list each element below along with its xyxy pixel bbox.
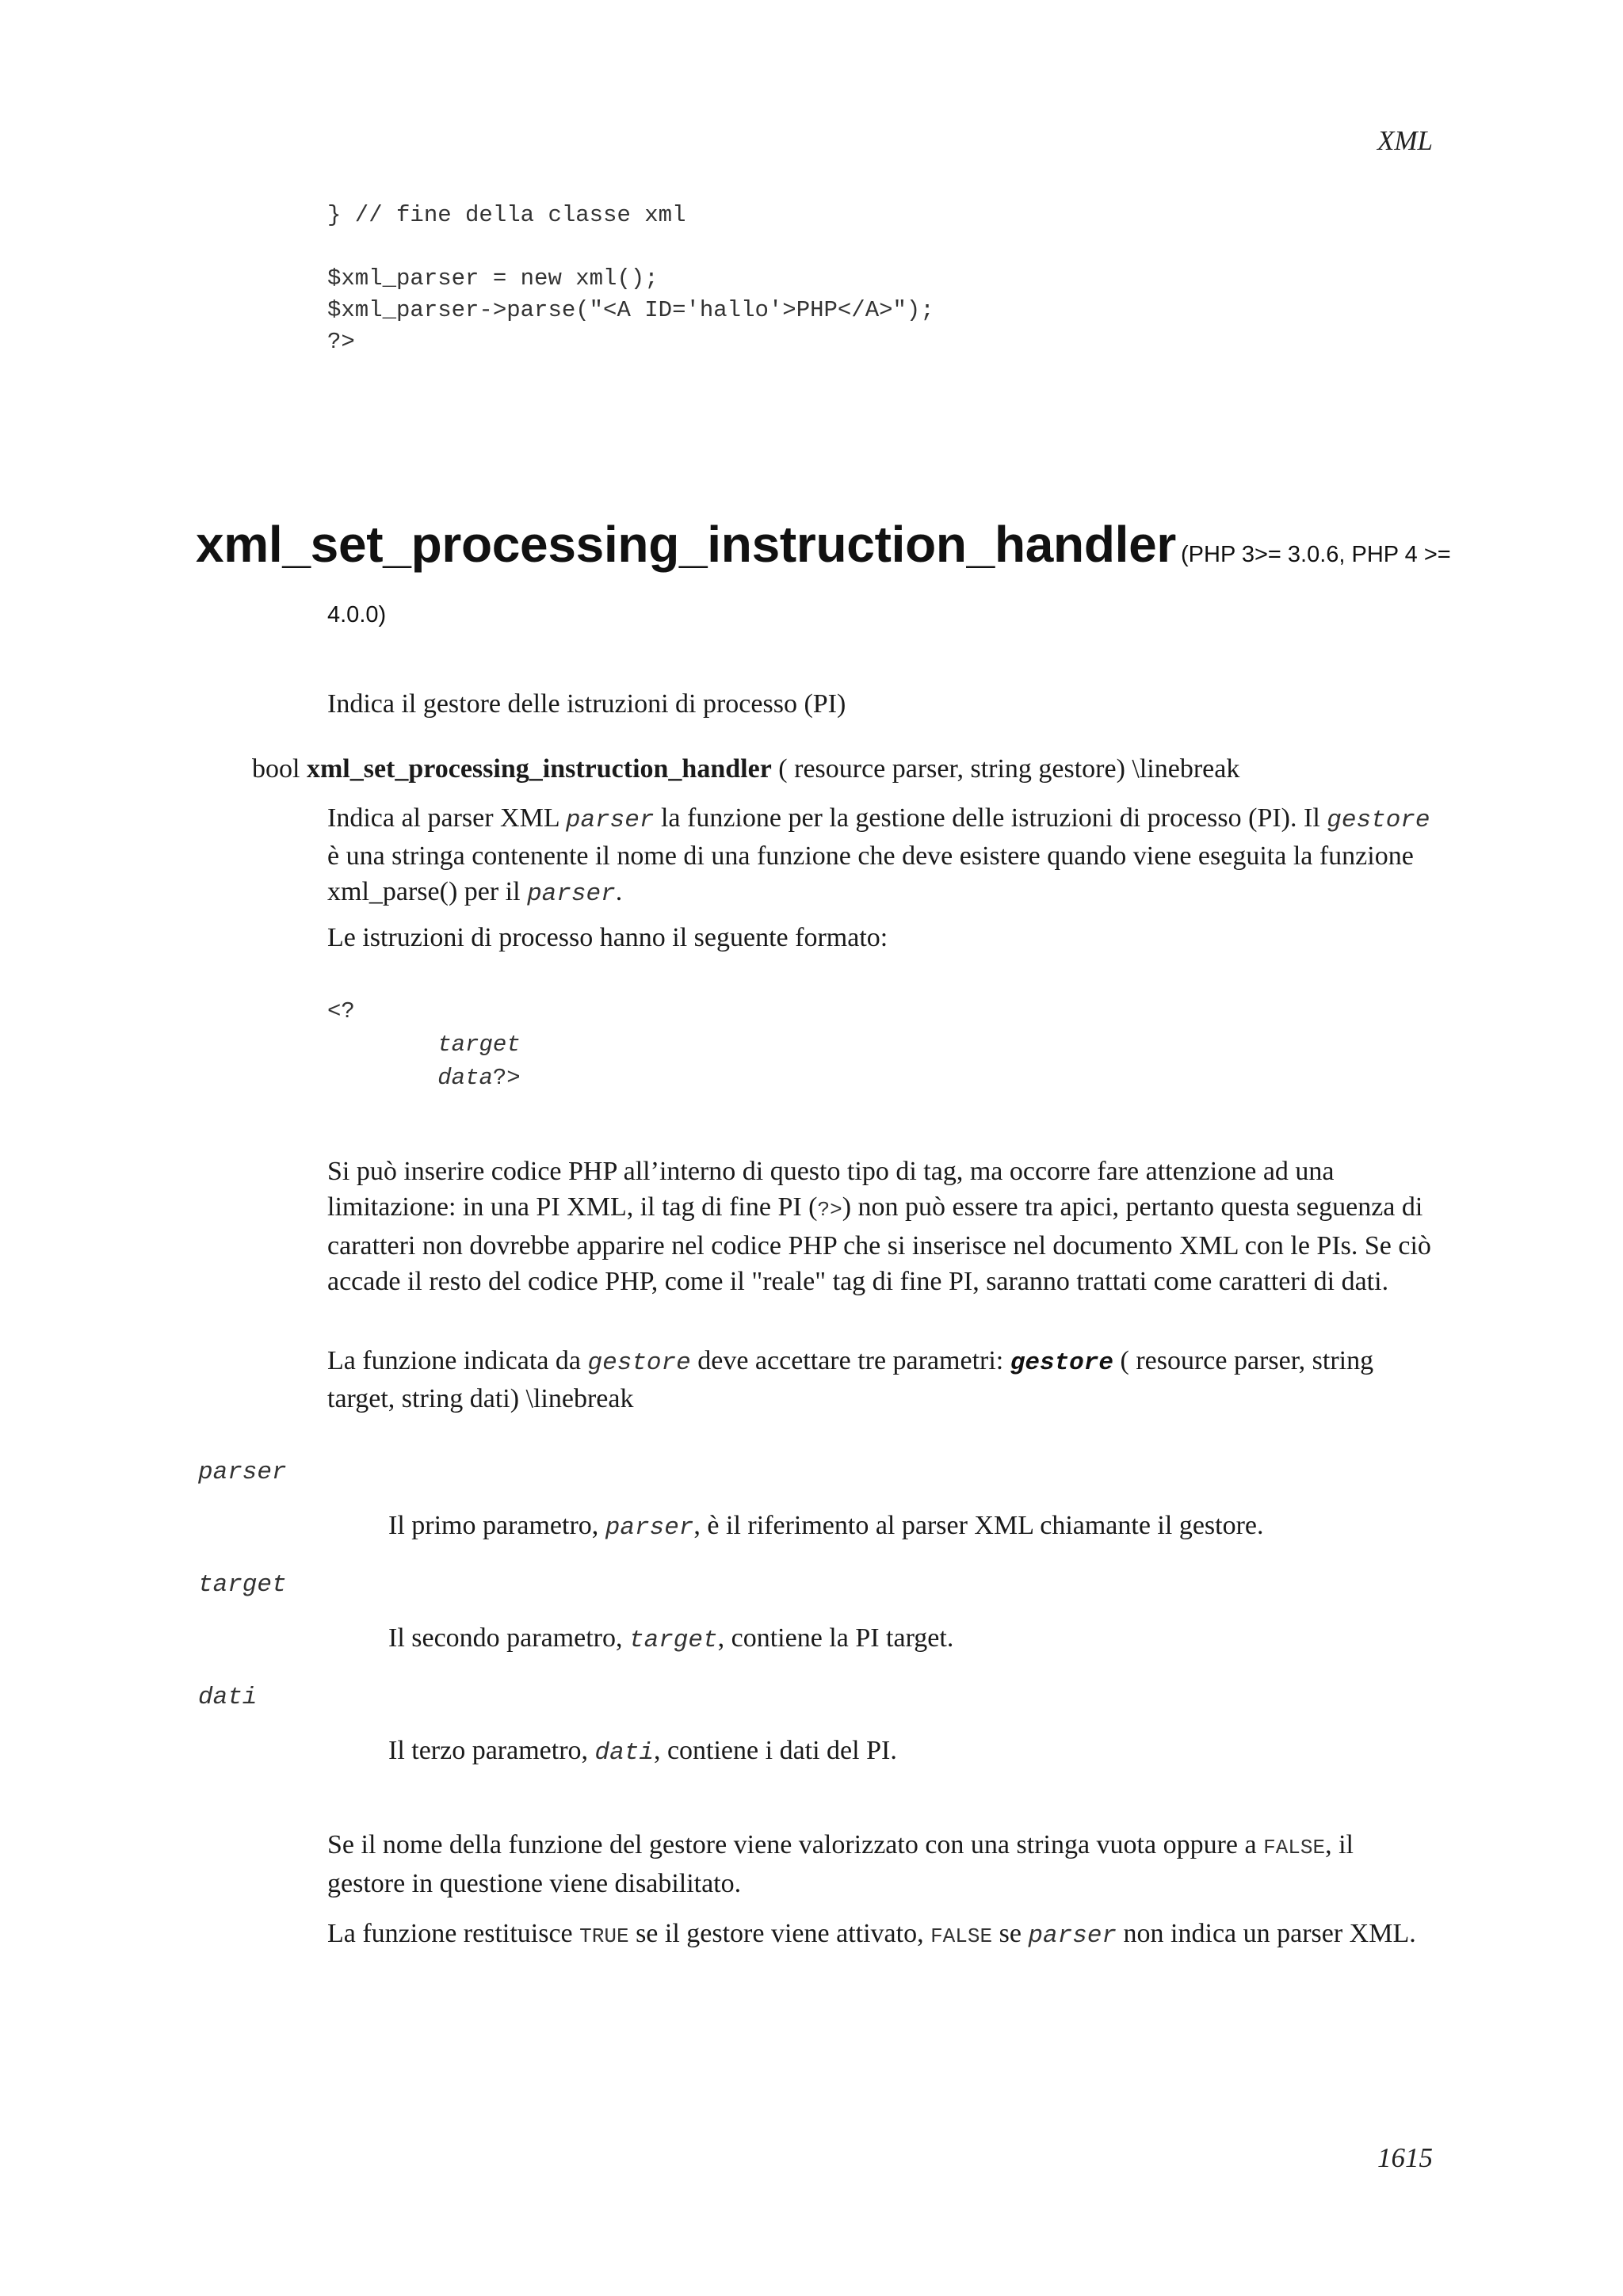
function-version: (PHP 3>= 3.0.6, PHP 4 >= [1181,542,1451,567]
text-run: se [992,1919,1029,1948]
text-run: è una stringa contenente il nome di una funzione che deve esistere quando viene eseguita la funzione xml_parse() per il [327,841,1414,906]
synopsis-args: ( resource parser, string gestore) \linebreak [778,754,1240,784]
param-def-parser [388,1508,1458,1546]
text-run: Il terzo parametro, [388,1736,595,1765]
function-heading [196,515,1464,574]
text-run: Si può inserire codice PHP all’interno di questo tipo di tag, ma occorre fare attenzione ad una limitazione: in una PI XML, il tag di fine PI ( [327,1157,1335,1222]
text-run: La funzione restituisce [327,1919,580,1948]
pi-data: data [437,1065,493,1091]
parameter-ref: parser [527,880,616,908]
text-run: la funzione per la gestione delle istruzioni di processo (PI). Il [654,803,1327,833]
parameter-ref: parser [1028,1922,1117,1950]
text-run: Il secondo parametro, [388,1623,629,1653]
parameter-ref: parser [605,1514,694,1542]
text-run: Se il nome della funzione del gestore viene valorizzato con una stringa vuota oppure a [327,1830,1264,1859]
function-synopsis [252,751,1239,787]
param-def-dati [388,1733,1458,1771]
description-paragraph: Le istruzioni di processo hanno il seguente formato: [327,923,888,952]
text-run: . [615,877,623,906]
synopsis-function-name: xml_set_processing_instruction_handler [306,754,772,784]
text-run: deve accettare tre parametri: [690,1346,1010,1375]
function-name: xml_set_processing_instruction_handler [196,516,1177,573]
description-paragraph [327,1154,1437,1299]
param-term-target: target [198,1571,287,1599]
pi-close: ?> [492,1065,521,1091]
function-purpose: Indica il gestore delle istruzioni di processo (PI) [327,689,846,719]
return-type: bool [252,754,300,784]
running-header: XML [1377,125,1433,156]
description-paragraph [327,800,1437,912]
page-number: 1615 [1377,2142,1433,2173]
text-run: ( resource parser, string target, string dati) \linebreak [327,1346,1374,1413]
parameter-ref: target [629,1627,718,1654]
text-run: non indica un parser XML. [1117,1919,1416,1948]
text-run: Indica al parser XML [327,803,566,833]
text-run: La funzione indicata da [327,1346,588,1375]
code-line: } // fine della classe xml [327,202,686,228]
parameter-ref: parser [565,807,655,834]
pi-target: target [437,1032,521,1058]
text-run: Il primo parametro, [388,1511,605,1540]
param-term-parser: parser [198,1459,287,1486]
text-run: ) non può essere tra apici, pertanto questa seguenza di caratteri non dovrebbe apparire nel codice PHP che si inserisce nel documento XML con le PIs. Se ciò accade il resto del codice PHP, come il "reale" tag di fine PI, saranno trattati come caratteri di dati. [327,1192,1431,1296]
text-run: , contiene la PI target. [717,1623,954,1653]
code-line: $xml_parser = new xml(); [327,265,659,292]
pi-format-code [327,995,521,1095]
constant-true: TRUE [579,1924,629,1948]
parameter-ref: dati [594,1739,654,1767]
text-run: , il gestore in questione viene disabilitato. [327,1830,1354,1898]
code-block-top [327,200,934,358]
handler-signature-name: gestore [1010,1349,1113,1377]
text-run: se il gestore viene attivato, [628,1919,931,1948]
parameter-ref: gestore [587,1349,691,1377]
description-paragraph [327,1827,1437,1901]
code-line: $xml_parser->parse("<A ID='hallo'>PHP</A>"); [327,297,934,323]
return-value-paragraph [327,1916,1437,1955]
param-def-target [388,1620,1458,1658]
parameter-ref: gestore [1327,807,1430,834]
description-paragraph [327,1343,1437,1417]
pi-open: <? [327,998,355,1024]
function-version-continued: 4.0.0) [327,602,387,627]
text-run: , è il riferimento al parser XML chiamante il gestore. [693,1511,1264,1540]
constant-false: FALSE [1263,1836,1326,1859]
text-run: , contiene i dati del PI. [653,1736,897,1765]
param-term-dati: dati [198,1684,258,1711]
code-inline: ?> [817,1198,842,1222]
constant-false: FALSE [930,1924,993,1948]
code-line: ?> [327,329,355,355]
